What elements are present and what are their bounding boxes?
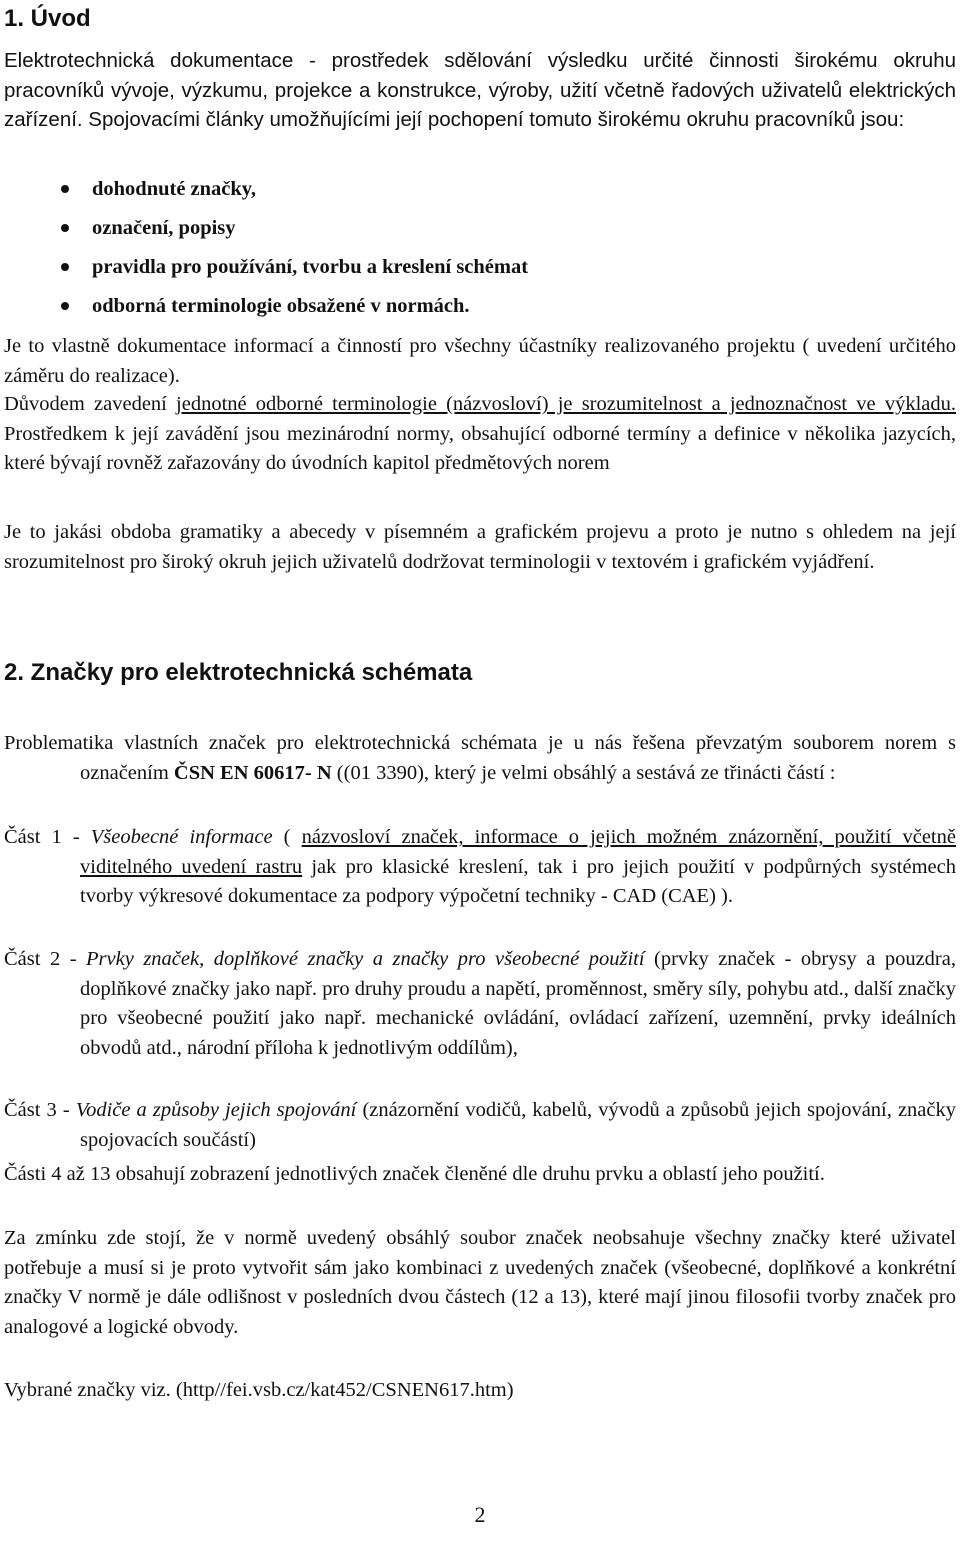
part-2-rest: (prvky značek - obrysy a pouzdra, doplňkové značky jako např. pro druhy proudu a napětí, proměnnost, směry síly, pohybu atd., další značky pro všeobecné použití jako např. mechanické ovládání, ovládací zařízení, uzemnění, prvky ideálních obvodů atd., národní příloha k jednotlivým oddílům), bbox=[80, 948, 956, 1059]
part-2-label: Část 2 - bbox=[4, 948, 87, 970]
bullet-item: pravidla pro používání, tvorbu a kreslení schémat bbox=[60, 252, 528, 291]
bullet-item: dohodnuté značky, bbox=[60, 174, 528, 213]
section-1-heading: 1. Úvod bbox=[4, 5, 91, 32]
part-1-title: Všeobecné informace bbox=[90, 826, 273, 848]
part-1-label: Část 1 - bbox=[4, 826, 91, 848]
section-2-heading: 2. Značky pro elektrotechnická schémata bbox=[4, 659, 473, 686]
terminology-underlined: jednotné odborné terminologie (názvosloví) je srozumitelnost a jednoznačnost ve výkladu. bbox=[176, 393, 956, 415]
part-1-rest: jak pro klasické kreslení, tak i pro jejich použití v podpůrných systémech tvorby výkresové dokumentace za podpory výpočetní techniky - CAD (CAE) ). bbox=[80, 855, 956, 907]
reference-link-text: Vybrané značky viz. (http//fei.vsb.cz/kat452/CSNEN617.htm) bbox=[4, 1379, 514, 1401]
page-number: 2 bbox=[474, 1502, 486, 1527]
part-3-item bbox=[4, 1096, 956, 1155]
bullet-item: označení, popisy bbox=[60, 213, 528, 252]
bullet-item: odborná terminologie obsažené v normách. bbox=[60, 291, 528, 330]
norm-intro-rest: ((01 3390), který je velmi obsáhlý a sestává ze třinácti částí : bbox=[331, 761, 836, 784]
part-1-item bbox=[4, 823, 956, 912]
part-3-rest: (znázornění vodičů, kabelů, vývodů a způsobů jejich spojování, značky spojovacích součástí) bbox=[80, 1099, 956, 1151]
part-3-title: Vodiče a způsoby jejich spojování bbox=[75, 1099, 357, 1121]
paragraph-norm-intro bbox=[4, 729, 956, 788]
norm-designation: ČSN EN 60617- N bbox=[173, 761, 332, 784]
terminology-rest: Prostředkem k její zavádění jsou mezinárodní normy, obsahující odborné termíny a definice v několika jazycích, které bývají rovněž zařazovány do úvodních kapitol předmětových norem bbox=[4, 422, 956, 474]
part-1-underlined: názvosloví značek, informace o jejich možném znázornění, použití včetně viditelného uvedení rastru bbox=[80, 826, 956, 878]
section-1-intro-paragraph: Elektrotechnická dokumentace - prostředek sdělování výsledku určité činnosti širokému okruhu pracovníků vývoje, výzkumu, projekce a konstrukce, výroby, užití včetně řadových uživatelů elektrických zařízení. Spojovacími články umožňujícími její pochopení tomuto širokému okruhu pracovníků jsou: bbox=[4, 49, 956, 131]
part-1-open: ( bbox=[272, 826, 302, 848]
norm-intro-text: Problematika vlastních značek pro elektrotechnická schémata je u nás řešena převzatým souborem norem s označením bbox=[4, 732, 956, 784]
paragraph-terminology bbox=[4, 390, 956, 479]
paragraph-documentation: Je to vlastně dokumentace informací a činností pro všechny účastníky realizovaného projektu ( uvedení určitého záměru do realizace). bbox=[4, 335, 956, 387]
bullet-list bbox=[60, 174, 528, 330]
paragraph-grammar: Je to jakási obdoba gramatiky a abecedy v písemném a grafickém projevu a proto je nutno s ohledem na její srozumitelnost pro široký okruh jejich uživatelů dodržovat terminologii v textovém i grafickém vyjádření. bbox=[4, 521, 956, 573]
terminology-lead: Důvodem zavedení bbox=[4, 393, 177, 415]
part-2-title: Prvky značek, doplňkové značky a značky pro všeobecné použití bbox=[86, 948, 645, 970]
parts-4-13-item: Části 4 až 13 obsahují zobrazení jednotlivých značek členěné dle druhu prvku a oblastí jeho použití. bbox=[4, 1163, 825, 1185]
part-2-item bbox=[4, 945, 956, 1063]
paragraph-symbol-note: Za zmínku zde stojí, že v normě uvedený obsáhlý soubor značek neobsahuje všechny značky které uživatel potřebuje a musí si je proto vytvořit sám jako kombinaci z uvedených značek (všeobecné, doplňkové a konkrétní značky V normě je dále odlišnost v posledních dvou částech (12 a 13), které mají jinou filosofii tvorby značek pro analogové a logické obvody. bbox=[4, 1227, 956, 1338]
part-3-label: Část 3 - bbox=[4, 1099, 76, 1121]
